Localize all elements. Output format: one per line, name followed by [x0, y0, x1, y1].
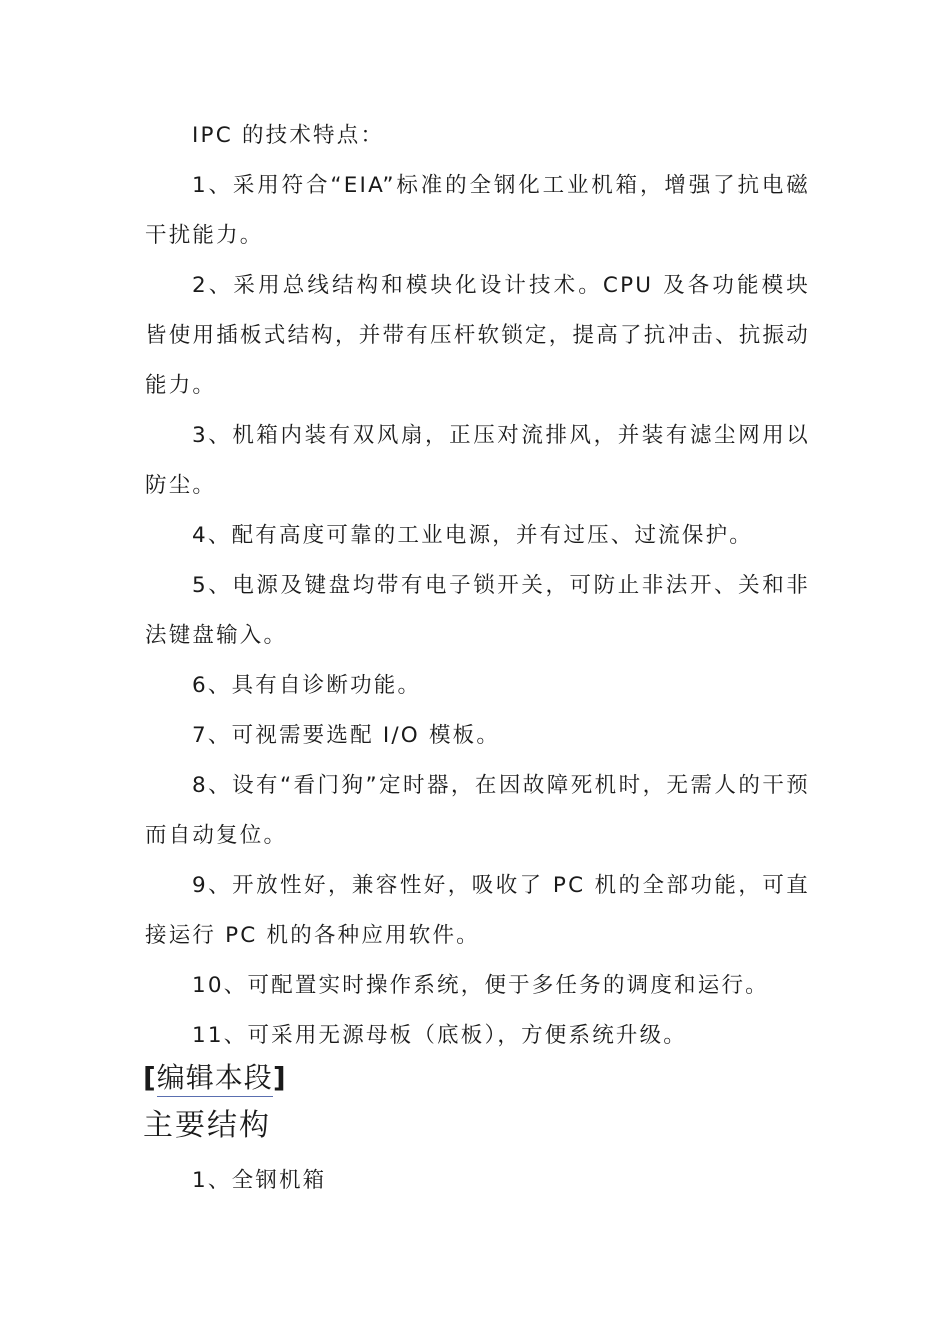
edit-link-text[interactable]: 编辑本段 [157, 1061, 273, 1097]
structure-item-1: 1、全钢机箱 [192, 1168, 327, 1193]
edit-bracket-open: [ [143, 1061, 157, 1094]
section-heading: 主要结构 [143, 1108, 271, 1143]
feature-item-11: 11、可采用无源母板（底板），方便系统升级。 [192, 1023, 688, 1048]
feature-item-5: 5、电源及键盘均带有电子锁开关，可防止非法开、关和非法键盘输入。 [145, 573, 810, 648]
feature-item-9: 9、开放性好，兼容性好，吸收了 PC 机的全部功能，可直接运行 PC 机的各种应用软件。 [145, 873, 810, 948]
feature-item-7: 7、可视需要选配 I/O 模板。 [192, 723, 501, 748]
feature-item-8: 8、设有“看门狗”定时器，在因故障死机时，无需人的干预而自动复位。 [145, 773, 810, 848]
feature-item-4: 4、配有高度可靠的工业电源，并有过压、过流保护。 [192, 523, 753, 548]
feature-item-6: 6、具有自诊断功能。 [192, 673, 422, 698]
intro-paragraph: IPC 的技术特点： [192, 123, 385, 148]
edit-bracket-close: ] [272, 1061, 287, 1094]
feature-item-2: 2、采用总线结构和模块化设计技术。CPU 及各功能模块皆使用插板式结构，并带有压杆软锁定，提高了抗冲击、抗振动能力。 [145, 273, 810, 398]
edit-section-link[interactable] [143, 1058, 287, 1098]
feature-item-1: 1、采用符合“EIA”标准的全钢化工业机箱，增强了抗电磁干扰能力。 [145, 173, 810, 248]
feature-item-3: 3、机箱内装有双风扇，正压对流排风，并装有滤尘网用以防尘。 [145, 423, 810, 498]
feature-item-10: 10、可配置实时操作系统，便于多任务的调度和运行。 [192, 973, 769, 998]
